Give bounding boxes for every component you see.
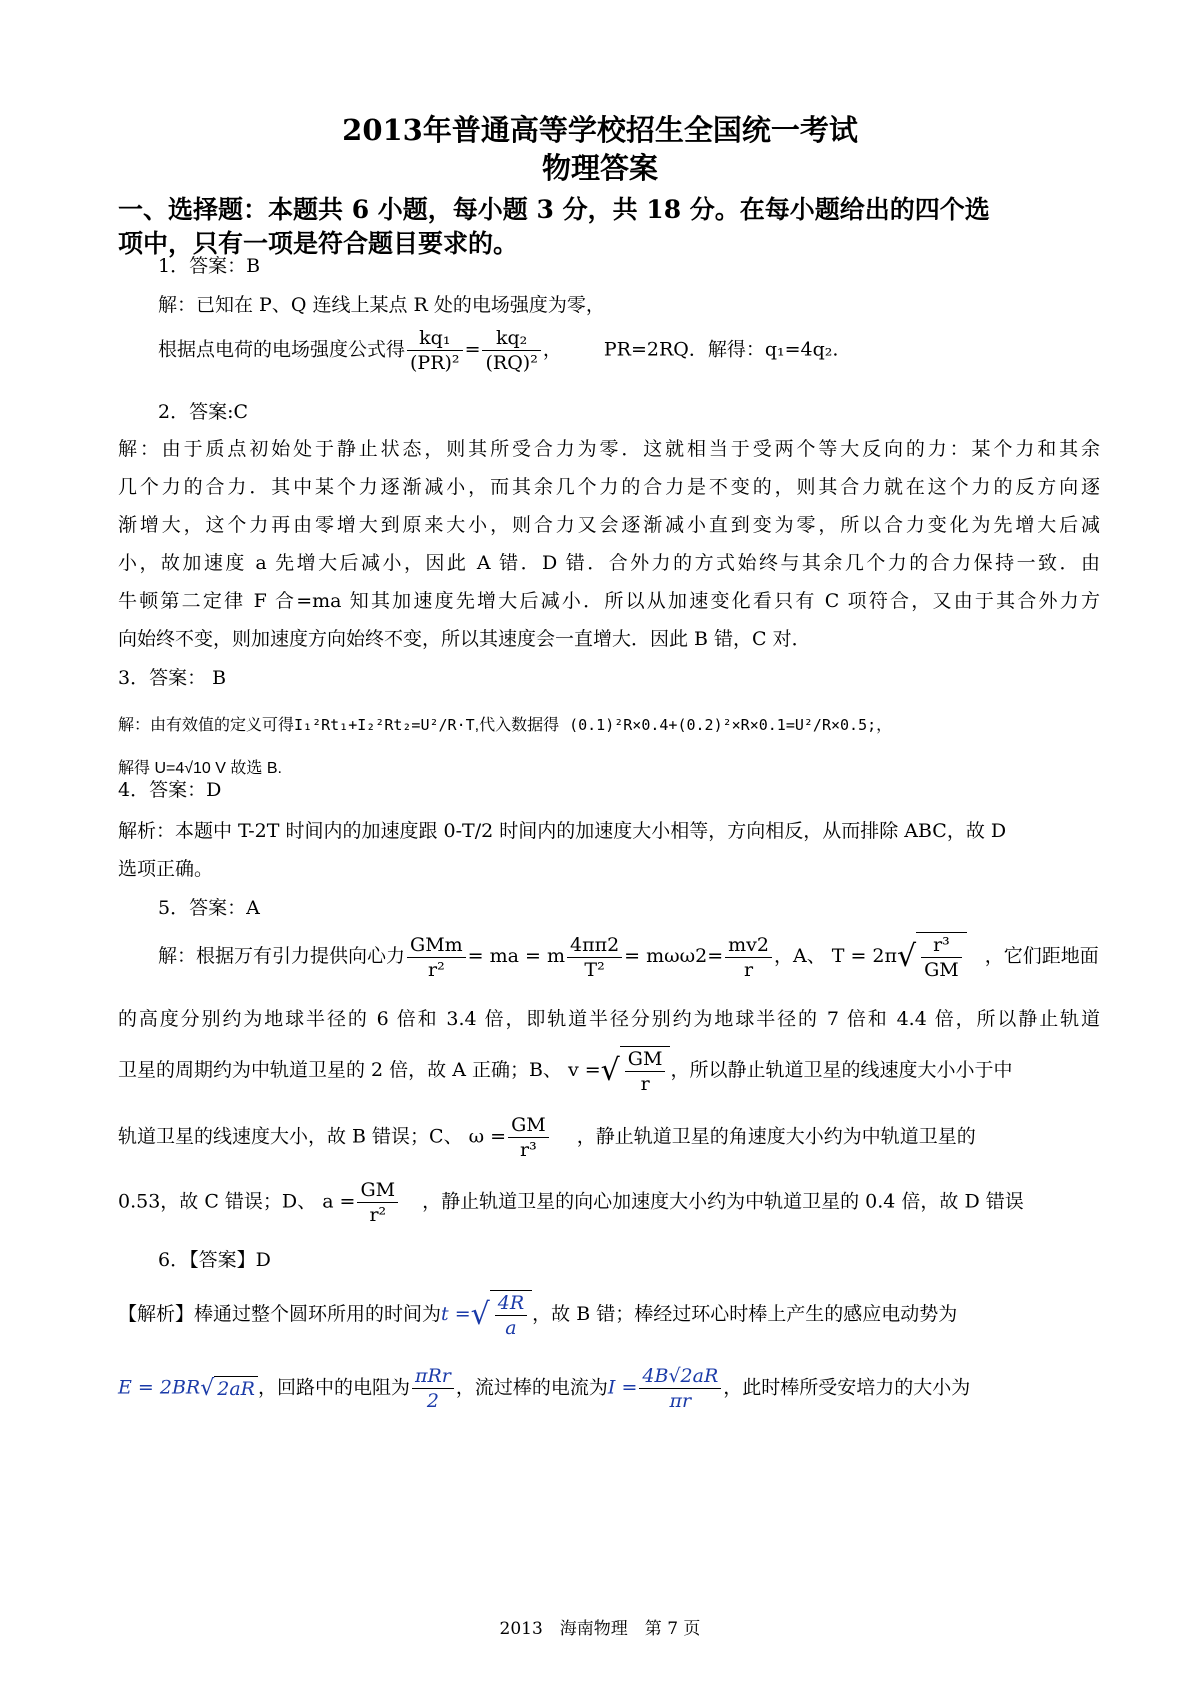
q1-fraction-1 (407, 326, 463, 375)
page-title: 2013年普通高等学校招生全国统一考试 (342, 113, 858, 147)
q5-f2-num: 4ππ2 (567, 933, 622, 958)
q5-f6-num: GM (508, 1113, 549, 1138)
q6-line2-suffix: ，此时棒所受安培力的大小为 (723, 1376, 971, 1399)
q6-answer: 6．【答案】D (158, 1249, 271, 1271)
q5-line1-prefix: 解：根据万有引力提供向心力 (158, 945, 406, 967)
q5-f2-den: T² (584, 958, 605, 981)
q1-frac2-den: (RQ)² (485, 352, 538, 374)
q5-line4-suffix: ，静止轨道卫星的角速度大小约为中轨道卫星的 (576, 1125, 976, 1148)
q6-t-num: 4R (495, 1291, 527, 1316)
q5-f4-num: r³ (921, 933, 962, 958)
q3-formula1: I₁²Rt₁+I₂²Rt₂=U²/R·T (294, 716, 475, 734)
q1-line2-suffix: PR=2RQ．解得：q₁=4q₂. (603, 338, 839, 361)
q5-frac7 (357, 1178, 398, 1227)
q5-line3-prefix: 卫星的周期约为中轨道卫星的 2 倍，故 A 正确；B、 v = (118, 1059, 601, 1081)
q3-line1 (118, 712, 892, 735)
q3-line2: 解得 U=4√10 V 故选 B. (118, 760, 282, 777)
q6-e-rad: 2aR (214, 1376, 258, 1401)
q6-i-num: 4B√2aR (639, 1364, 721, 1389)
q5-sqrt2: √ $\frac{GM}{r}$ (601, 1046, 671, 1096)
q6-i-eq: I = (607, 1376, 638, 1399)
q1-frac1-den: (PR)² (410, 352, 460, 374)
q6-line2 (118, 1364, 970, 1413)
q2-last-line: 向始终不变，则加速度方向始终不变，所以其速度会一直增大．因此 B 错，C 对． (118, 628, 811, 650)
q6-r-num: πRr (412, 1364, 454, 1389)
q6-line2-mid2: ，流过棒的电流为 (455, 1376, 608, 1399)
q5-f1-den: r² (427, 958, 445, 981)
q5-f6-den: r³ (520, 1139, 537, 1161)
q5-mid1: = ma = m (467, 945, 565, 967)
q1-answer: 1．答案：B (158, 255, 261, 277)
q6-t-den: a (505, 1317, 517, 1339)
q5-frac1 (407, 933, 466, 982)
q3-line1-mid: ,代入数据得 (474, 717, 560, 734)
q5-line1 (158, 932, 1099, 982)
q2-line: 小，故加速度 a 先增大后减小，因此 A 错．D 错．合外力的方式始终与其余几个力的合力保持一致．由 (118, 552, 1100, 574)
q5-f4-den: GM (924, 959, 959, 981)
q6-line1-prefix: 【解析】棒通过整个圆环所用的时间为 (118, 1303, 442, 1325)
q6-r-den: 2 (426, 1390, 439, 1412)
q4-line2: 选项正确。 (118, 858, 214, 880)
q5-line4 (118, 1113, 976, 1162)
q1-eq: = (464, 338, 481, 361)
q6-line1 (118, 1290, 957, 1340)
q5-line3-suffix: ，所以静止轨道卫星的线速度大小小于中 (670, 1059, 1013, 1081)
q5-frac6 (508, 1113, 549, 1162)
q5-line1-suffix: ，它们距地面 (984, 945, 1099, 967)
q2-line: 牛顿第二定律 F 合=ma 知其加速度先增大后减小．所以从加速变化看只有 C 项符合，又由于其合外力方 (118, 590, 1100, 612)
q6-frac-r (412, 1364, 454, 1413)
q5-f5-den: r (640, 1073, 650, 1095)
q3-line1-end: ， (876, 717, 893, 734)
q3-formula2: (0.1)²R×0.4+(0.2)²×R×0.1=U²/R×0.5; (569, 716, 877, 734)
q5-f1-num: GMm (407, 933, 466, 958)
q5-frac3 (725, 933, 772, 982)
section-heading-line1: 一、选择题：本题共 6 小题，每小题 3 分，共 18 分。在每小题给出的四个选 (118, 195, 990, 224)
q5-f7-den: r² (369, 1204, 387, 1226)
q5-line4-prefix: 轨道卫星的线速度大小，故 B 错误；C、 ω = (118, 1125, 507, 1148)
q1-line1: 解：已知在 P、Q 连线上某点 R 处的电场强度为零， (158, 294, 605, 316)
q6-sqrt-e: √ 2aR (200, 1376, 258, 1402)
q2-line: 解：由于质点初始处于静止状态，则其所受合力为零．这就相当于受两个等大反向的力：某个力和其余 (118, 438, 1100, 460)
q5-f3-den: r (744, 958, 754, 981)
q6-sqrt-t: √ $\frac{4R}{a}$ (471, 1290, 533, 1340)
section-heading-line2: 项中，只有一项是符合题目要求的。 (118, 229, 519, 258)
q5-f5-num: GM (625, 1047, 666, 1072)
q1-fraction-2 (482, 326, 540, 375)
q5-sqrt1: √ $\frac{\text{r³}}{GM}$ (897, 932, 967, 982)
q1-line2-prefix: 根据点电荷的电场强度公式得 (158, 338, 406, 361)
q5-mid2: = mωω2= (624, 945, 724, 967)
q1-line2 (158, 326, 838, 375)
q3-answer: 3．答案： B (118, 667, 227, 689)
q2-answer: 2．答案:C (158, 401, 249, 423)
q1-frac1-num: kq₁ (407, 326, 463, 351)
q6-frac-i (639, 1364, 721, 1413)
q5-line5-prefix: 0.53，故 C 错误；D、 a = (118, 1190, 356, 1213)
q5-answer: 5．答案：A (158, 897, 260, 919)
q1-comma: ， (542, 338, 562, 361)
q5-line3 (118, 1046, 1012, 1096)
q5-line2: 的高度分别约为地球半径的 6 倍和 3.4 倍，即轨道半径分别约为地球半径的 7 倍和 4.4 倍，所以静止轨道 (118, 1008, 1100, 1030)
q5-line5 (118, 1178, 1024, 1227)
q6-line2-mid1: ，回路中的电阻为 (258, 1376, 411, 1399)
q5-line5-suffix: ，静止轨道卫星的向心加速度大小约为中轨道卫星的 0.4 倍，故 D 错误 (422, 1190, 1024, 1213)
q6-i-den: πr (669, 1390, 692, 1412)
page-subtitle: 物理答案 (541, 151, 658, 185)
page-footer: 2013 海南物理 第 7 页 (499, 1619, 701, 1639)
q1-frac2-num: kq₂ (482, 326, 540, 351)
q2-line: 渐增大，这个力再由零增大到原来大小，则合力又会逐渐减小直到变为零，所以合力变化为先增大后减 (118, 514, 1100, 536)
q6-line1-suffix: ，故 B 错；棒经过环心时棒上产生的感应电动势为 (532, 1303, 958, 1325)
q5-f3-num: mv2 (725, 933, 772, 958)
q5-mid3: ，A、 T = 2π (773, 945, 897, 967)
q4-line1: 解析：本题中 T-2T 时间内的加速度跟 0-T/2 时间内的加速度大小相等，方向相反，从而排除 ABC，故 D (118, 820, 1007, 842)
q4-answer: 4．答案：D (118, 779, 222, 801)
q6-e-eq: E = 2BR (118, 1376, 201, 1399)
q5-frac2 (567, 933, 622, 982)
q3-line1-prefix: 解：由有效值的定义可得 (118, 717, 295, 734)
q5-f7-num: GM (357, 1178, 398, 1203)
q2-line: 几个力的合力．其中某个力逐渐减小，而其余几个力的合力是不变的，则其合力就在这个力的反方向逐 (118, 476, 1100, 498)
q6-t-eq: t = (441, 1303, 471, 1325)
